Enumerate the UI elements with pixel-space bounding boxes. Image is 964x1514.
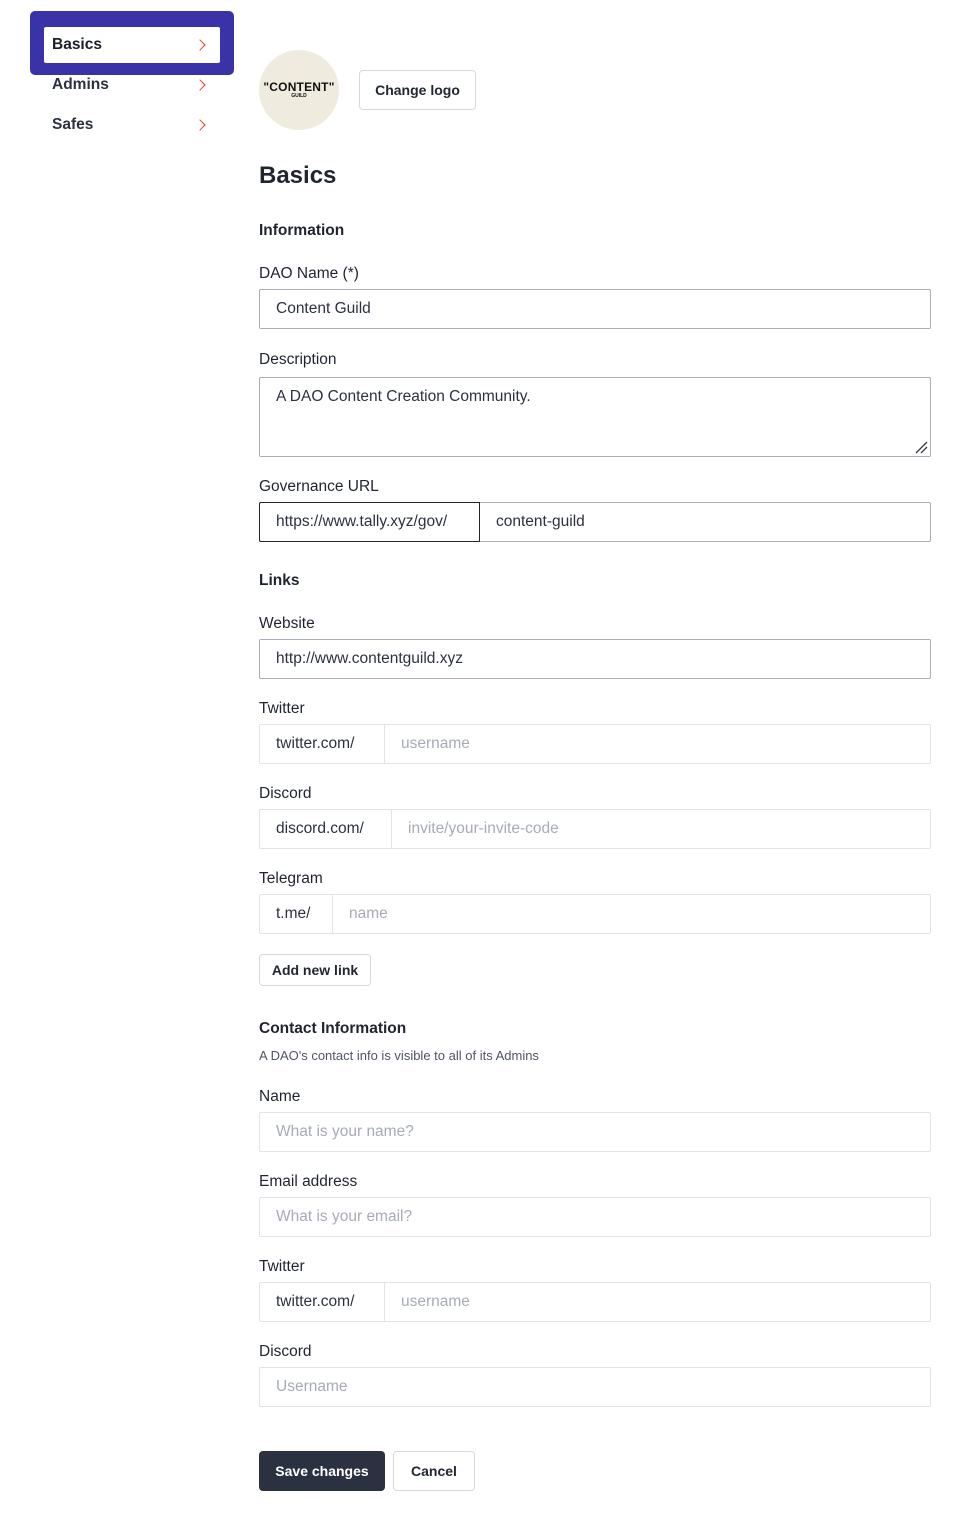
change-logo-button[interactable]: Change logo (359, 70, 476, 110)
add-new-link-button[interactable]: Add new link (259, 954, 371, 986)
contact-info-note: A DAO's contact info is visible to all of its Admins (259, 1048, 539, 1063)
governance-url-prefix: https://www.tally.xyz/gov/ (259, 502, 480, 542)
description-value: A DAO Content Creation Community. (276, 388, 531, 405)
discord-label: Discord (259, 785, 312, 802)
governance-url-value: content-guild (496, 513, 585, 530)
dao-name-value: Content Guild (276, 300, 371, 317)
chevron-right-icon (194, 79, 205, 90)
contact-twitter-input[interactable] (385, 1283, 930, 1321)
governance-url-input-group (259, 502, 931, 542)
telegram-input[interactable] (333, 895, 930, 933)
contact-discord-label: Discord (259, 1343, 312, 1360)
sidebar-item-label: Safes (52, 116, 94, 133)
contact-name-label: Name (259, 1088, 301, 1105)
governance-url-input[interactable] (480, 503, 930, 541)
sidebar-item-label: Basics (52, 36, 102, 53)
twitter-placeholder: username (401, 735, 470, 752)
section-heading-contact: Contact Information (259, 1020, 407, 1037)
twitter-label: Twitter (259, 700, 305, 717)
resize-handle-icon[interactable] (914, 440, 928, 454)
telegram-placeholder: name (349, 905, 388, 922)
contact-name-placeholder: What is your name? (276, 1123, 414, 1140)
chevron-right-icon (194, 119, 205, 130)
sidebar-item-basics[interactable] (44, 27, 220, 63)
discord-prefix: discord.com/ (260, 810, 392, 848)
dao-logo (259, 50, 339, 130)
section-heading-information: Information (259, 222, 345, 239)
telegram-label: Telegram (259, 870, 323, 887)
save-changes-button[interactable]: Save changes (259, 1451, 385, 1491)
chevron-right-icon (194, 39, 205, 50)
website-label: Website (259, 615, 315, 632)
sidebar-item-admins[interactable] (44, 67, 220, 103)
sidebar-item-label: Admins (52, 76, 109, 93)
telegram-prefix: t.me/ (260, 895, 333, 933)
twitter-input[interactable] (385, 725, 930, 763)
contact-twitter-prefix: twitter.com/ (260, 1283, 385, 1321)
sidebar-item-safes[interactable] (44, 107, 220, 143)
logo-subtext: GUILD (291, 93, 307, 99)
page-title: Basics (259, 162, 337, 189)
logo-text: "CONTENT" (263, 80, 335, 94)
discord-input[interactable] (392, 810, 930, 848)
contact-discord-placeholder: Username (276, 1378, 348, 1395)
twitter-input-group (259, 724, 931, 764)
discord-placeholder: invite/your-invite-code (408, 820, 559, 837)
cancel-button[interactable]: Cancel (393, 1451, 475, 1491)
discord-input-group (259, 809, 931, 849)
contact-twitter-label: Twitter (259, 1258, 305, 1275)
governance-url-label: Governance URL (259, 478, 379, 495)
email-placeholder: What is your email? (276, 1208, 413, 1225)
dao-name-input[interactable] (259, 289, 931, 329)
section-heading-links: Links (259, 572, 300, 589)
website-value: http://www.contentguild.xyz (276, 650, 463, 667)
telegram-input-group (259, 894, 931, 934)
dao-name-label: DAO Name (*) (259, 265, 359, 282)
twitter-prefix: twitter.com/ (260, 725, 385, 763)
description-label: Description (259, 351, 337, 368)
contact-discord-input[interactable] (259, 1367, 931, 1407)
contact-twitter-input-group (259, 1282, 931, 1322)
website-input[interactable] (259, 639, 931, 679)
email-label: Email address (259, 1173, 358, 1190)
email-input[interactable] (259, 1197, 931, 1237)
contact-name-input[interactable] (259, 1112, 931, 1152)
description-textarea[interactable] (259, 377, 931, 457)
contact-twitter-placeholder: username (401, 1293, 470, 1310)
